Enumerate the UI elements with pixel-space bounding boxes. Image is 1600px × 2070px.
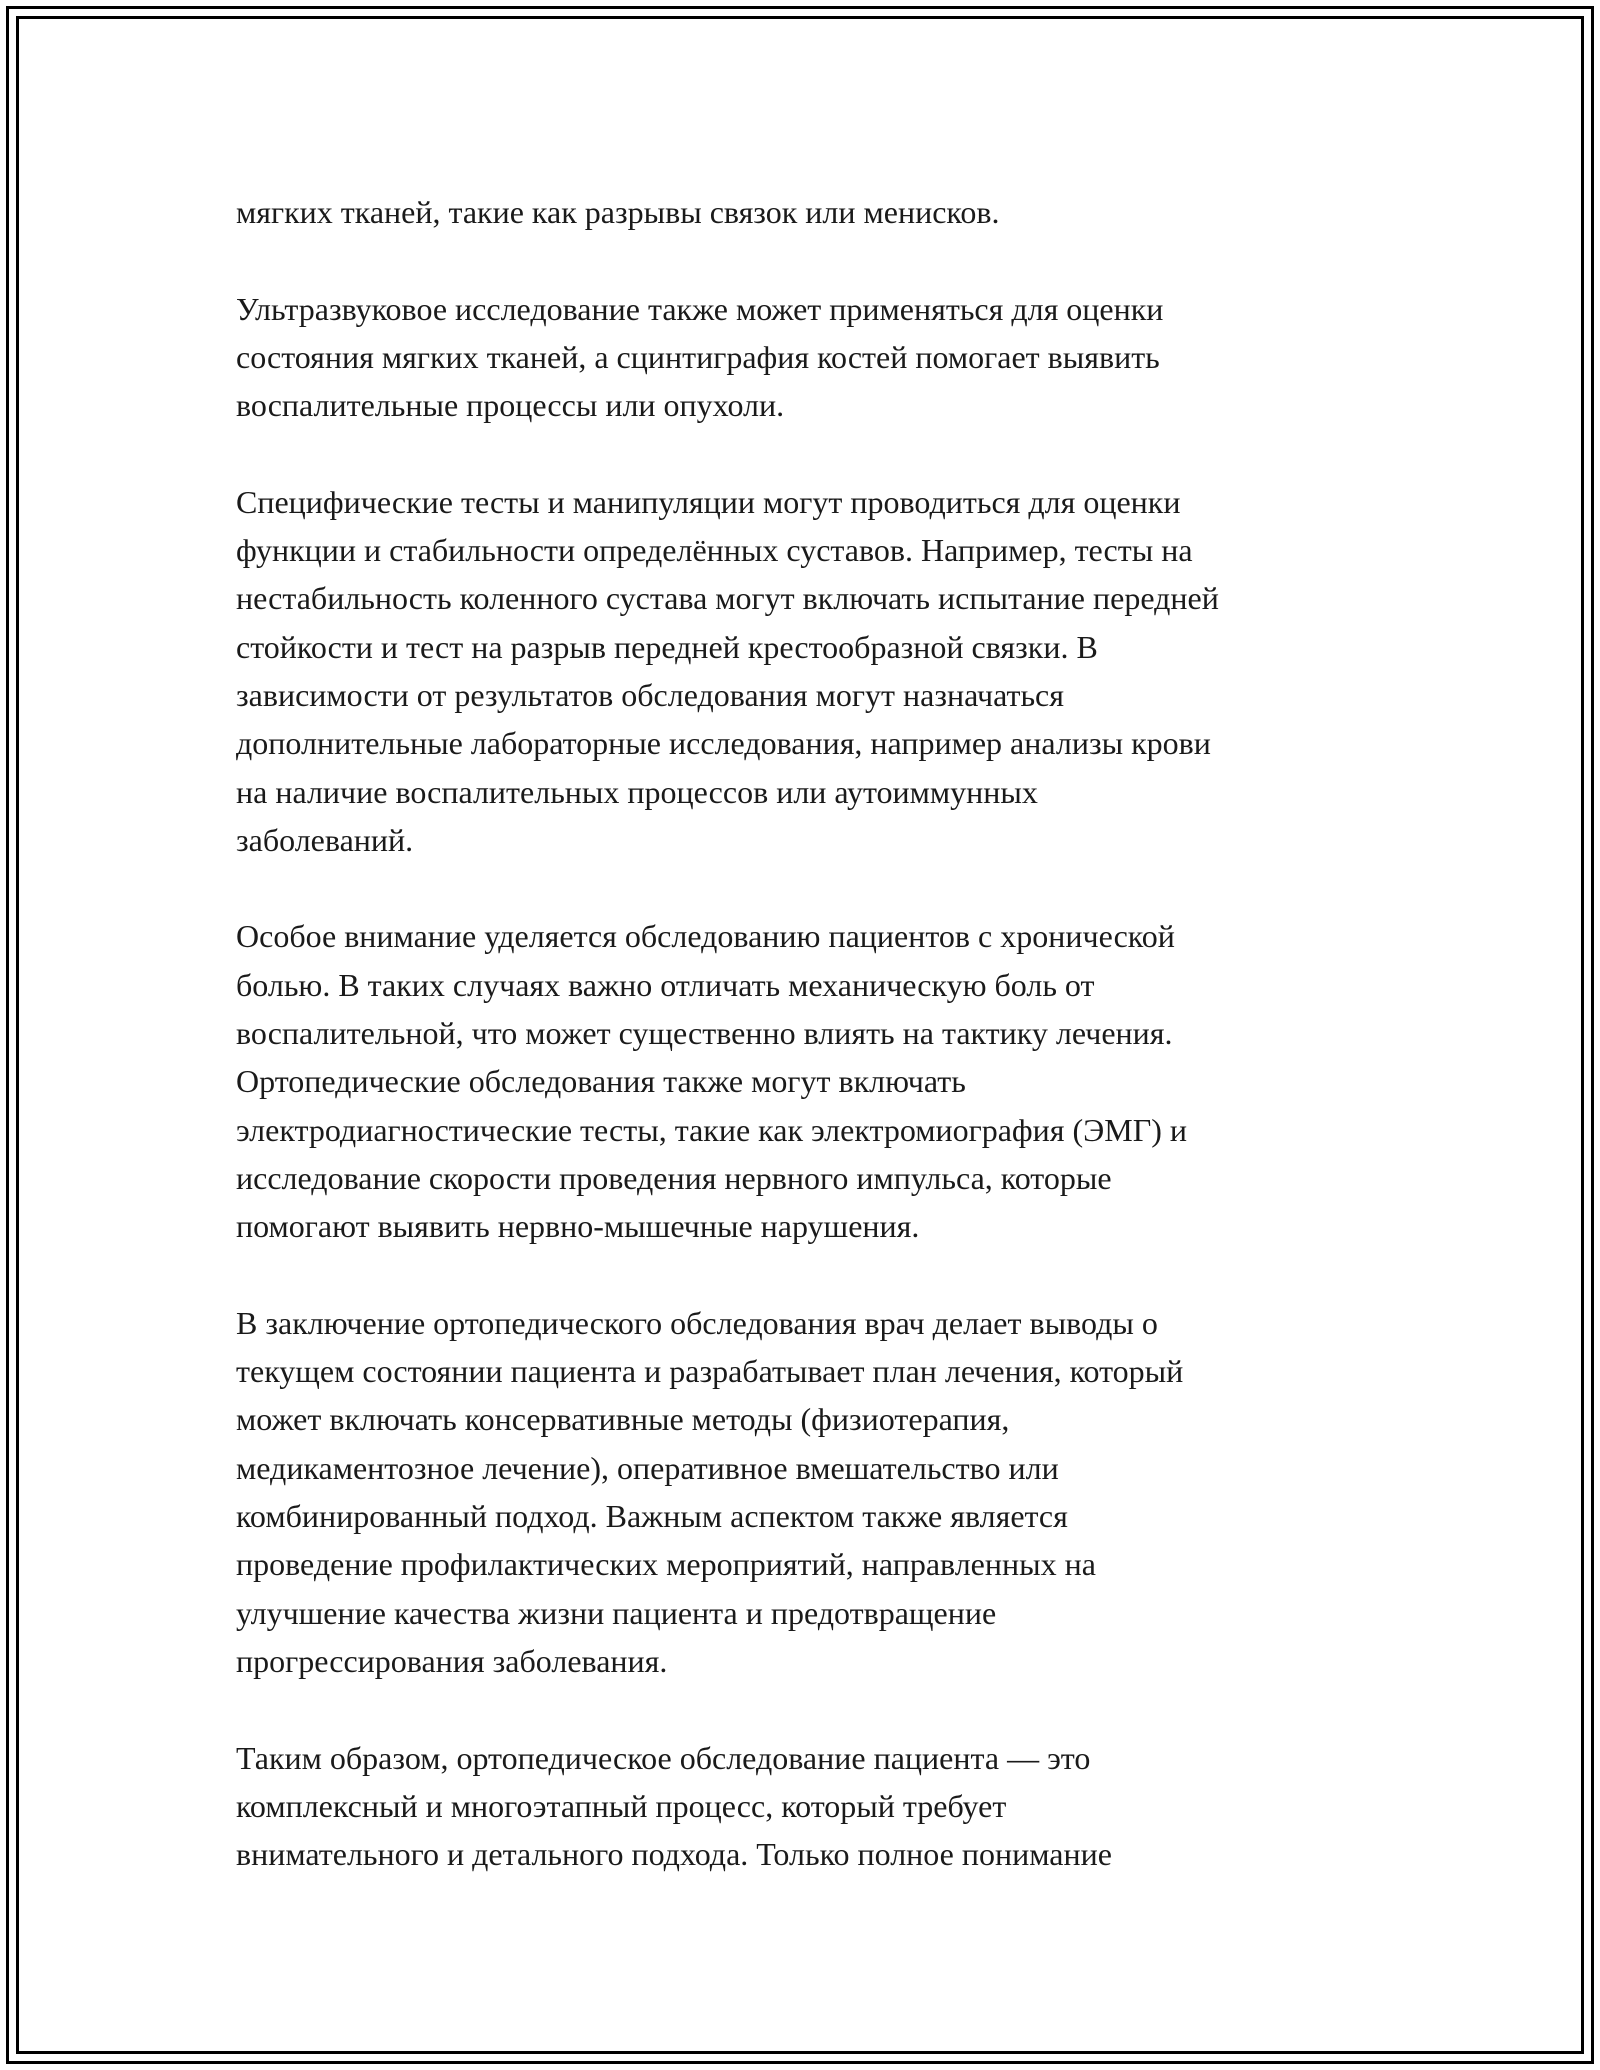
text-line: болью. В таких случаях важно отличать механическую боль от [236, 966, 1095, 1003]
text-line: воспалительной, что может существенно влиять на тактику лечения. [236, 1015, 1173, 1052]
paragraph [236, 478, 1416, 864]
text-line: Таким образом, ортопедическое обследование пациента — это [236, 1739, 1091, 1776]
document-body [236, 188, 1416, 1878]
text-line: воспалительные процессы или опухоли. [236, 387, 785, 424]
text-line: проведение профилактических мероприятий, направленных на [236, 1546, 1096, 1583]
paragraph [236, 1734, 1416, 1879]
text-line: прогрессирования заболевания. [236, 1642, 668, 1679]
text-line: на наличие воспалительных процессов или аутоиммунных [236, 773, 1038, 810]
text-line: внимательного и детального подхода. Только полное понимание [236, 1836, 1112, 1873]
text-line: стойкости и тест на разрыв передней крестообразной связки. В [236, 628, 1098, 665]
text-line: улучшение качества жизни пациента и предотвращение [236, 1594, 997, 1631]
text-line: может включать консервативные методы (физиотерапия, [236, 1401, 1010, 1438]
text-line: заболеваний. [236, 821, 414, 858]
text-line: исследование скорости проведения нервного импульса, которые [236, 1159, 1112, 1196]
text-line: зависимости от результатов обследования могут назначаться [236, 676, 1064, 713]
text-line: нестабильность коленного сустава могут включать испытание передней [236, 580, 1219, 617]
paragraph [236, 188, 1416, 236]
text-line: дополнительные лабораторные исследования, например анализы крови [236, 725, 1211, 762]
text-line: электродиагностические тесты, такие как электромиография (ЭМГ) и [236, 1111, 1187, 1148]
text-line: состояния мягких тканей, а сцинтиграфия костей помогает выявить [236, 338, 1160, 375]
text-line: Особое внимание уделяется обследованию пациентов с хронической [236, 918, 1175, 955]
text-line: Специфические тесты и манипуляции могут проводиться для оценки [236, 483, 1181, 520]
paragraph [236, 1299, 1416, 1685]
text-line: медикаментозное лечение), оперативное вмешательство или [236, 1449, 1059, 1486]
text-line: функции и стабильности определённых суставов. Например, тесты на [236, 532, 1193, 569]
text-line: Ультразвуковое исследование также может применяться для оценки [236, 290, 1164, 327]
text-line: помогают выявить нервно-мышечные нарушения. [236, 1208, 920, 1245]
paragraph [236, 912, 1416, 1250]
text-line: комбинированный подход. Важным аспектом также является [236, 1498, 1068, 1535]
text-line: текущем состоянии пациента и разрабатывает план лечения, который [236, 1353, 1184, 1390]
text-line: В заключение ортопедического обследования врач делает выводы о [236, 1304, 1158, 1341]
paragraph [236, 285, 1416, 430]
text-line: комплексный и многоэтапный процесс, который требует [236, 1787, 1007, 1824]
text-line: мягких тканей, такие как разрывы связок или менисков. [236, 194, 1000, 230]
text-line: Ортопедические обследования также могут включать [236, 1063, 966, 1100]
